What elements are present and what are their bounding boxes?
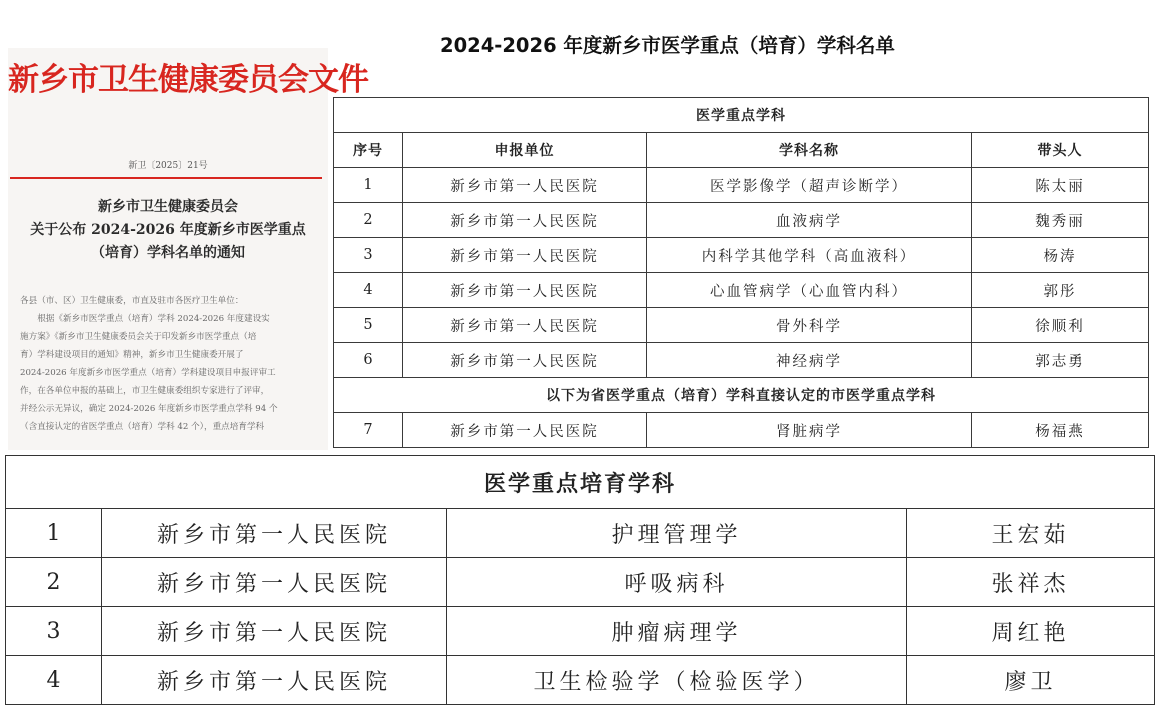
table-row	[6, 509, 1155, 558]
row-index: 1	[6, 509, 102, 558]
document-body-line: 并经公示无异议，确定 2024-2026 年度新乡市医学重点学科 94 个	[20, 404, 278, 414]
row-discipline: 护理管理学	[447, 509, 907, 558]
row-leader: 王宏茹	[907, 509, 1155, 558]
key-disciplines-table	[333, 97, 1149, 448]
document-title	[18, 196, 318, 265]
table-row	[334, 308, 1149, 343]
document-red-rule	[10, 177, 322, 179]
row-discipline: 骨外科学	[647, 308, 972, 343]
column-header: 学科名称	[647, 133, 972, 168]
row-index: 2	[6, 558, 102, 607]
section-row	[334, 98, 1149, 133]
row-leader: 杨涛	[972, 238, 1149, 273]
cultivation-disciplines-table	[5, 455, 1155, 705]
row-index: 6	[334, 343, 403, 378]
row-discipline: 肿瘤病理学	[447, 607, 907, 656]
section-title: 医学重点培育学科	[6, 456, 1155, 509]
column-header: 申报单位	[403, 133, 647, 168]
row-discipline: 神经病学	[647, 343, 972, 378]
row-index: 4	[334, 273, 403, 308]
row-leader: 廖卫	[907, 656, 1155, 705]
document-body-line: 根据《新乡市医学重点（培育）学科 2024-2026 年度建设实	[20, 314, 270, 324]
document-title-line: 新乡市卫生健康委员会	[98, 199, 238, 215]
row-leader: 徐顺利	[972, 308, 1149, 343]
row-unit: 新乡市第一人民医院	[102, 509, 447, 558]
table-row	[334, 413, 1149, 448]
row-leader: 张祥杰	[907, 558, 1155, 607]
row-index: 2	[334, 203, 403, 238]
header-row	[334, 133, 1149, 168]
row-unit: 新乡市第一人民医院	[102, 656, 447, 705]
document-body-line: 2024-2026 年度新乡市医学重点（培育）学科建设项目申报评审工	[20, 368, 276, 378]
row-leader: 魏秀丽	[972, 203, 1149, 238]
page-title: 2024-2026 年度新乡市医学重点（培育）学科名单	[440, 34, 895, 57]
document-body-line: 育）学科建设项目的通知》精神，新乡市卫生健康委开展了	[20, 350, 244, 360]
document-title-line: （培育）学科名单的通知	[91, 245, 245, 261]
document-body-line: （含直接认定的省医学重点（培育）学科 42 个），重点培育学科	[20, 422, 265, 432]
section-title: 医学重点学科	[334, 98, 1149, 133]
row-leader: 郭志勇	[972, 343, 1149, 378]
document-body-line: 各县（市、区）卫生健康委，市直及驻市各医疗卫生单位：	[20, 296, 244, 306]
document-header: 新乡市卫生健康委员会文件	[8, 62, 368, 98]
row-discipline: 肾脏病学	[647, 413, 972, 448]
table-row	[6, 656, 1155, 705]
subsection-title: 以下为省医学重点（培育）学科直接认定的市医学重点学科	[334, 378, 1149, 413]
table-row	[6, 558, 1155, 607]
column-header: 带头人	[972, 133, 1149, 168]
row-unit: 新乡市第一人民医院	[403, 343, 647, 378]
row-unit: 新乡市第一人民医院	[403, 203, 647, 238]
row-leader: 郭彤	[972, 273, 1149, 308]
row-unit: 新乡市第一人民医院	[403, 273, 647, 308]
row-leader: 杨福燕	[972, 413, 1149, 448]
row-unit: 新乡市第一人民医院	[403, 413, 647, 448]
row-discipline: 血液病学	[647, 203, 972, 238]
table-row	[334, 273, 1149, 308]
table-row	[334, 203, 1149, 238]
row-unit: 新乡市第一人民医院	[102, 607, 447, 656]
document-title-line: 关于公布 2024-2026 年度新乡市医学重点	[30, 222, 306, 238]
row-leader: 周红艳	[907, 607, 1155, 656]
column-header: 序号	[334, 133, 403, 168]
row-discipline: 医学影像学（超声诊断学）	[647, 168, 972, 203]
row-unit: 新乡市第一人民医院	[403, 168, 647, 203]
row-discipline: 呼吸病科	[447, 558, 907, 607]
row-index: 3	[6, 607, 102, 656]
document-number: 新卫〔2025〕21号	[128, 161, 208, 171]
row-unit: 新乡市第一人民医院	[403, 238, 647, 273]
subsection-row	[334, 378, 1149, 413]
row-index: 3	[334, 238, 403, 273]
row-unit: 新乡市第一人民医院	[102, 558, 447, 607]
document-body-line: 作，在各单位申报的基础上，市卫生健康委组织专家进行了评审，	[20, 386, 270, 396]
row-leader: 陈太丽	[972, 168, 1149, 203]
table-row	[334, 168, 1149, 203]
row-unit: 新乡市第一人民医院	[403, 308, 647, 343]
table-row	[334, 343, 1149, 378]
document-body-line: 施方案》《新乡市卫生健康委员会关于印发新乡市医学重点（培	[20, 332, 257, 342]
row-discipline: 卫生检验学（检验医学）	[447, 656, 907, 705]
row-discipline: 心血管病学（心血管内科）	[647, 273, 972, 308]
table-row	[6, 607, 1155, 656]
document-body	[20, 292, 324, 436]
table-row	[334, 238, 1149, 273]
row-index: 7	[334, 413, 403, 448]
row-index: 4	[6, 656, 102, 705]
row-index: 1	[334, 168, 403, 203]
row-index: 5	[334, 308, 403, 343]
section-row	[6, 456, 1155, 509]
row-discipline: 内科学其他学科（高血液科）	[647, 238, 972, 273]
